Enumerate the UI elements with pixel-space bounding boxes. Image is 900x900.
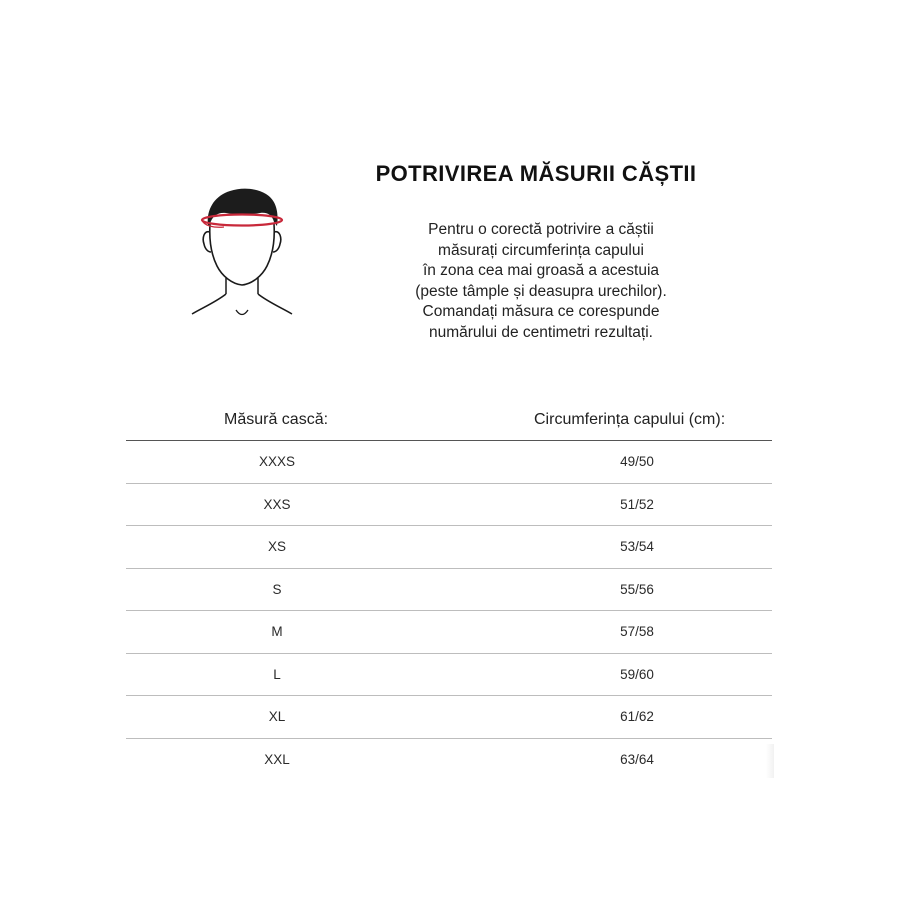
instruction-line: în zona cea mai groasă a acestuia [422, 262, 660, 279]
size-cell: S [272, 581, 282, 597]
table-row [126, 696, 772, 739]
circumference-cell: 63/64 [620, 751, 654, 767]
size-cell: L [273, 666, 281, 682]
circumference-cell: 53/54 [620, 539, 654, 554]
size-cell: XXS [263, 496, 291, 512]
table-row [126, 611, 772, 654]
size-cell: XL [268, 709, 286, 724]
size-cell: XXXS [258, 454, 296, 469]
table-row [126, 441, 772, 484]
head-measurement-icon [190, 182, 294, 328]
table-row [126, 484, 772, 527]
edge-shadow [766, 744, 774, 778]
table-row [126, 654, 772, 697]
circumference-cell: 55/56 [620, 581, 654, 597]
circumference-cell: 49/50 [620, 454, 654, 469]
circumference-cell: 57/58 [620, 624, 654, 639]
page-title: POTRIVIREA MĂSURII CĂȘTII [375, 161, 697, 186]
circumference-cell: 51/52 [620, 496, 654, 512]
instruction-line: Comandați măsura ce corespunde [422, 303, 660, 320]
table-row [126, 526, 772, 569]
column-header-size: Măsură cască: [224, 411, 329, 428]
circumference-cell: 59/60 [620, 666, 654, 682]
instruction-line: Pentru o corectă potrivire a căștii [428, 221, 654, 238]
size-cell: XXL [264, 751, 290, 767]
size-table [126, 441, 772, 781]
size-chart-card [126, 124, 772, 778]
instruction-line: măsurați circumferința capului [438, 241, 644, 259]
column-header-circumference: Circumferința capului (cm): [534, 411, 726, 428]
table-row [126, 569, 772, 612]
circumference-cell: 61/62 [620, 709, 654, 724]
fit-instructions [356, 220, 726, 343]
size-cell: M [271, 624, 283, 639]
table-row [126, 739, 772, 782]
size-cell: XS [267, 539, 286, 554]
instruction-line: numărului de centimetri rezultați. [429, 323, 653, 341]
instruction-line: (peste tâmple și deasupra urechilor). [415, 282, 667, 300]
